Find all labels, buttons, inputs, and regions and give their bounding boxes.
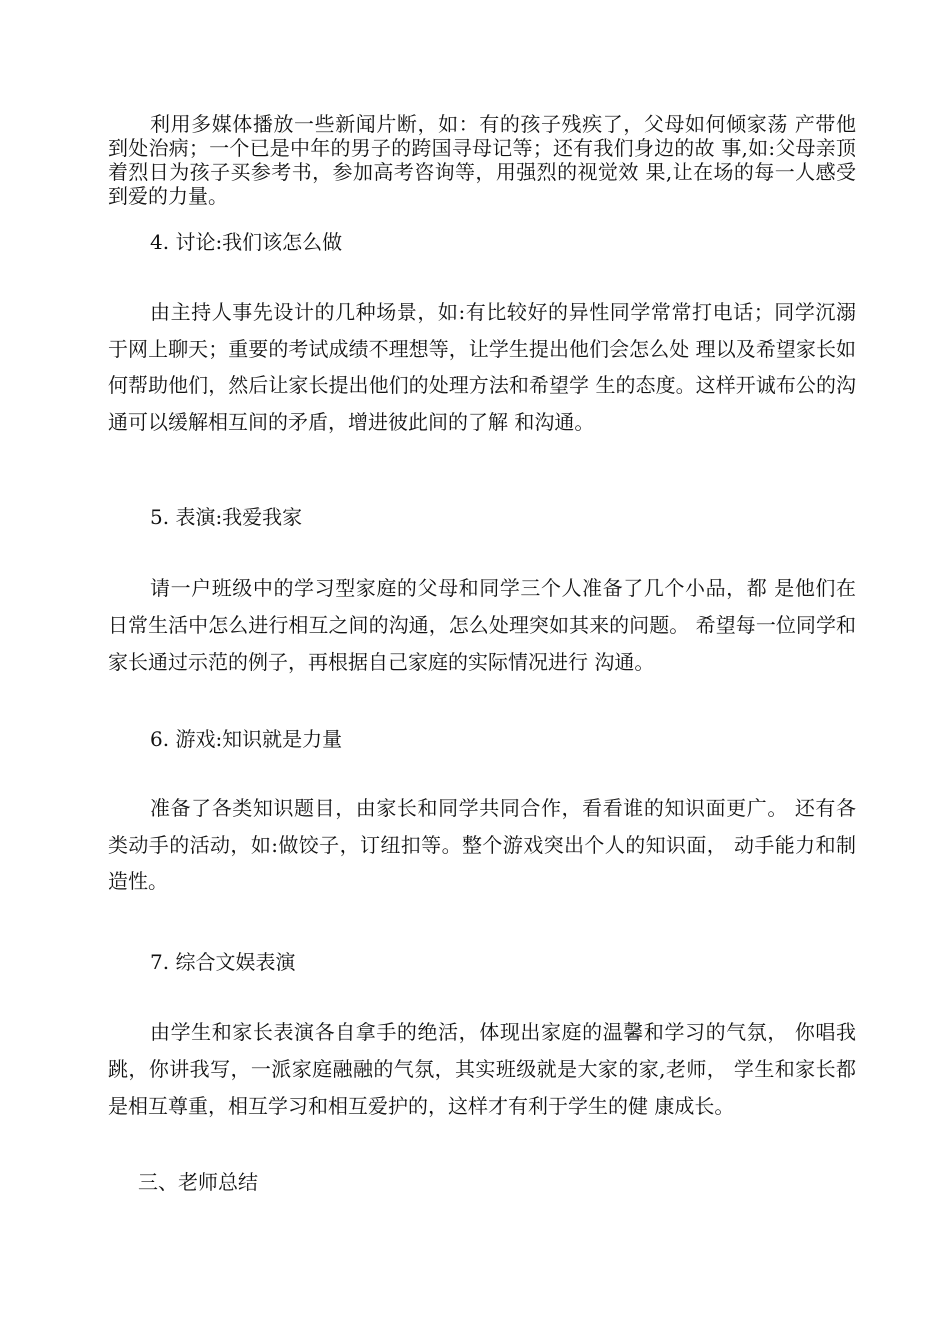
heading-performance: 5. 表演:我爱我家 bbox=[150, 505, 303, 529]
heading-variety-show: 7. 综合文娱表演 bbox=[150, 950, 296, 974]
heading-game: 6. 游戏:知识就是力量 bbox=[150, 727, 343, 751]
paragraph-news-clips: 利用多媒体播放一些新闻片断，如：有的孩子残疾了，父母如何倾家荡 产带他到处治病；一个已是中年的男子的跨国寻母记等；还有我们身边的故 事,如:父母亲顶着烈日为孩子买参考书，参加高考咨询等，用强烈的视觉效 果,让在场的每一人感受到爱的力量。 bbox=[108, 112, 856, 208]
paragraph-discussion-scenarios: 由主持人事先设计的几种场景，如:有比较好的异性同学常常打电话；同学沉溺于网上聊天；重要的考试成绩不理想等，让学生提出他们会怎么处 理以及希望家长如何帮助他们，然后让家长提出他们的处理方法和希望学 生的态度。这样开诚布公的沟通可以缓解相互间的矛盾，增进彼此间的了解 和沟通。 bbox=[108, 300, 856, 434]
section-teacher-summary: 三、老师总结 bbox=[138, 1170, 258, 1194]
paragraph-variety-show: 由学生和家长表演各自拿手的绝活，体现出家庭的温馨和学习的气氛， 你唱我跳，你讲我写，一派家庭融融的气氛，其实班级就是大家的家,老师， 学生和家长都是相互尊重，相互学习和相互爱护的，这样才有利于学生的健 康成长。 bbox=[108, 1020, 856, 1118]
heading-discussion: 4. 讨论:我们该怎么做 bbox=[150, 230, 343, 254]
paragraph-knowledge-game: 准备了各类知识题目，由家长和同学共同合作，看看谁的知识面更广。 还有各类动手的活动，如:做饺子，订纽扣等。整个游戏突出个人的知识面， 动手能力和制造性。 bbox=[108, 796, 856, 893]
paragraph-family-skits: 请一户班级中的学习型家庭的父母和同学三个人准备了几个小品，都 是他们在日常生活中怎么进行相互之间的沟通，怎么处理突如其来的问题。 希望每一位同学和家长通过示范的例子，再根据自己家庭的实际情况进行 沟通。 bbox=[108, 576, 856, 674]
